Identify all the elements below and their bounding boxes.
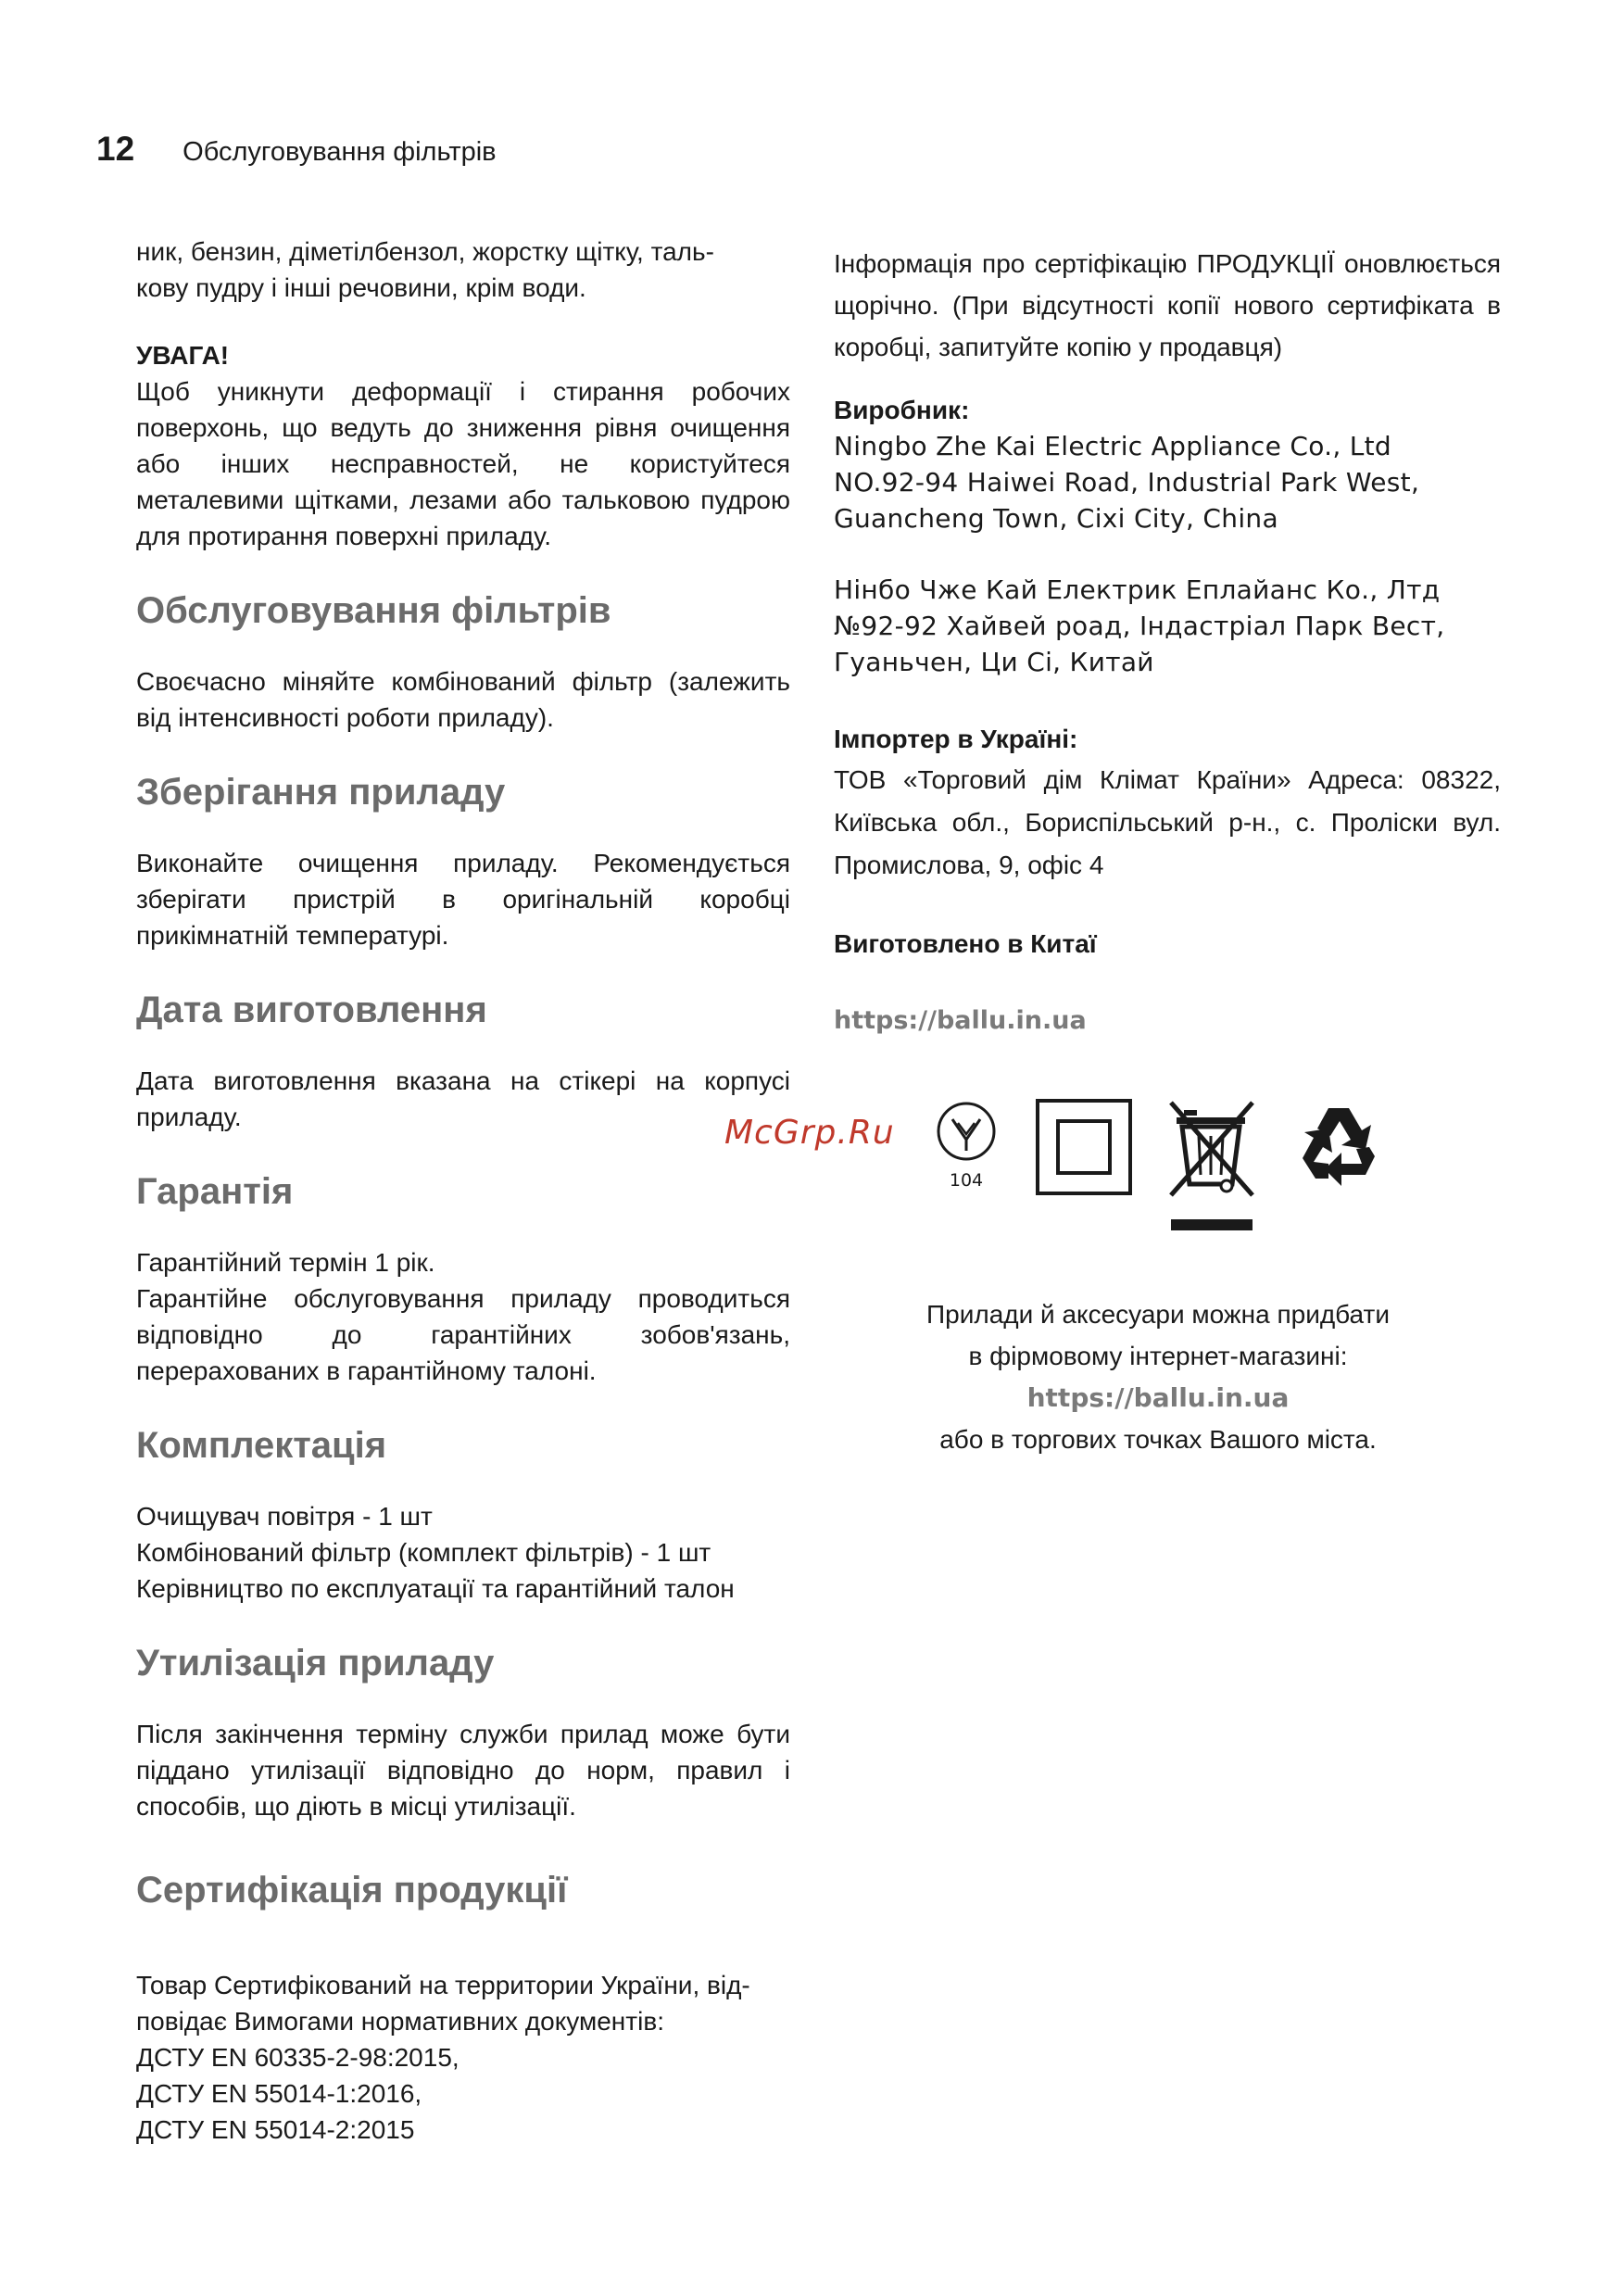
warranty-heading: Гарантія xyxy=(136,1171,294,1212)
date-text: Дата виготовлення вказана на стікері на корпусі приладу. xyxy=(136,1066,790,1131)
storage-text: Виконайте очищення приладу. Рекомендується зберігати пристрій в оригінальній коробці прикімнатній температурі. xyxy=(136,849,790,950)
warranty-text: Гарантійне обслуговування приладу проводиться відповідно до гарантійних зобов'язань, перерахованих в гарантійному талоні. xyxy=(136,1284,790,1385)
disposal-text: Після закінчення терміну служби прилад може бути піддано утилізації відповідно до норм, правил і способів, що діють в місці утилізації. xyxy=(136,1720,790,1821)
certification-icons xyxy=(889,1099,1408,1238)
double-insulation-icon xyxy=(1036,1099,1132,1195)
cert-standard: ДСТУ EN 55014-2:2015 xyxy=(136,2115,415,2144)
left-column xyxy=(136,233,790,2148)
ukraine-conformity-icon xyxy=(934,1099,999,1201)
weee-crossed-bin-icon xyxy=(1165,1099,1258,1238)
filters-text: Своєчасно міняйте комбінований фільтр (залежить від інтенсивності роботи приладу). xyxy=(136,667,790,732)
manufacturer-line: NO.92-94 Haiwei Road, Industrial Park West, xyxy=(834,467,1420,498)
importer-text: ТОВ «Торговий дім Клімат Країни» Адреса: 08322, Київська обл., Бориспільський р-н., с. Пролiски вул. Промислова, 9, офіс 4 xyxy=(834,765,1501,879)
manufacturer-title: Виробник: xyxy=(834,396,970,424)
storage-heading: Зберігання приладу xyxy=(136,772,506,813)
cert-text-line-2: повідає Вимогами нормативних документів: xyxy=(136,2007,664,2036)
page-header xyxy=(96,130,497,176)
manufacturer-line: Ningbo Zhe Kai Electric Appliance Co., Ltd xyxy=(834,431,1391,461)
manufacturer-ua-line: №92-92 Хайвей роад, Індастріал Парк Вест, xyxy=(834,611,1445,641)
cert-update-info: Інформація про сертіфікацію ПРОДУКЦІЇ оновлюється щорічно. (При відсутності копії нового сертифіката в коробці, запитуйте копію у продавця) xyxy=(834,249,1501,361)
filters-heading: Обслуговування фільтрів xyxy=(136,590,611,631)
website-link[interactable]: https://ballu.in.ua xyxy=(834,1006,1087,1035)
date-heading: Дата виготовлення xyxy=(136,990,487,1030)
intro-line-2: кову пудру і інші речовини, крім води. xyxy=(136,273,586,302)
conformity-mark-number: 104 xyxy=(949,1170,984,1191)
manufacturer-ua-line: Нінбо Чже Кай Електрик Еплайанс Ко., Лтд xyxy=(834,574,1441,605)
shop-link[interactable]: https://ballu.in.ua xyxy=(1026,1382,1290,1413)
manufacturer-line: Guancheng Town, Cixi City, China xyxy=(834,503,1278,534)
cert-standard: ДСТУ EN 55014-1:2016, xyxy=(136,2079,422,2108)
shop-line: Прилади й аксесуари можна придбати xyxy=(926,1300,1390,1329)
cert-standard: ДСТУ EN 60335-2-98:2015, xyxy=(136,2043,460,2072)
shop-line: в фірмовому інтернет-магазині: xyxy=(968,1342,1348,1370)
disposal-heading: Утилізація приладу xyxy=(136,1643,495,1684)
certification-heading: Сертифікація продукції xyxy=(136,1870,568,1911)
manufacturer-ua-line: Гуаньчен, Ци Сі, Китай xyxy=(834,647,1154,677)
kit-heading: Комплектація xyxy=(136,1425,387,1466)
warning-title: УВАГА! xyxy=(136,341,230,370)
right-column xyxy=(834,243,1501,1035)
cert-text-line-1: Товар Сертифікований на территории України, від- xyxy=(136,1971,750,1999)
intro-line-1: ник, бензин, діметілбензол, жорстку щітку, таль- xyxy=(136,237,714,266)
page-number: 12 xyxy=(96,130,135,168)
recycling-icon xyxy=(1288,1099,1390,1201)
watermark-text: McGrp.Ru xyxy=(724,1114,895,1152)
warranty-term: Гарантійний термін 1 рік. xyxy=(136,1248,435,1277)
shop-info xyxy=(852,1293,1464,1460)
kit-item: Керівництво по експлуатації та гарантійний талон xyxy=(136,1574,735,1603)
kit-item: Комбінований фільтр (комплект фільтрів) - 1 шт xyxy=(136,1538,711,1567)
kit-item: Очищувач повітря - 1 шт xyxy=(136,1502,433,1531)
warning-text: Щоб уникнути деформації і стирання робочих поверхонь, що ведуть до зниження рівня очищення або інших несправностей, не користуйтеся металевими щітками, лезами або тальковою пудрою для протирання поверхні приладу. xyxy=(136,377,790,550)
shop-line: або в торгових точках Вашого міста. xyxy=(939,1425,1377,1454)
made-in-china: Виготовлено в Китаї xyxy=(834,929,1097,958)
importer-title: Імпортер в Україні: xyxy=(834,725,1078,753)
running-title: Обслуговування фільтрів xyxy=(183,137,497,167)
